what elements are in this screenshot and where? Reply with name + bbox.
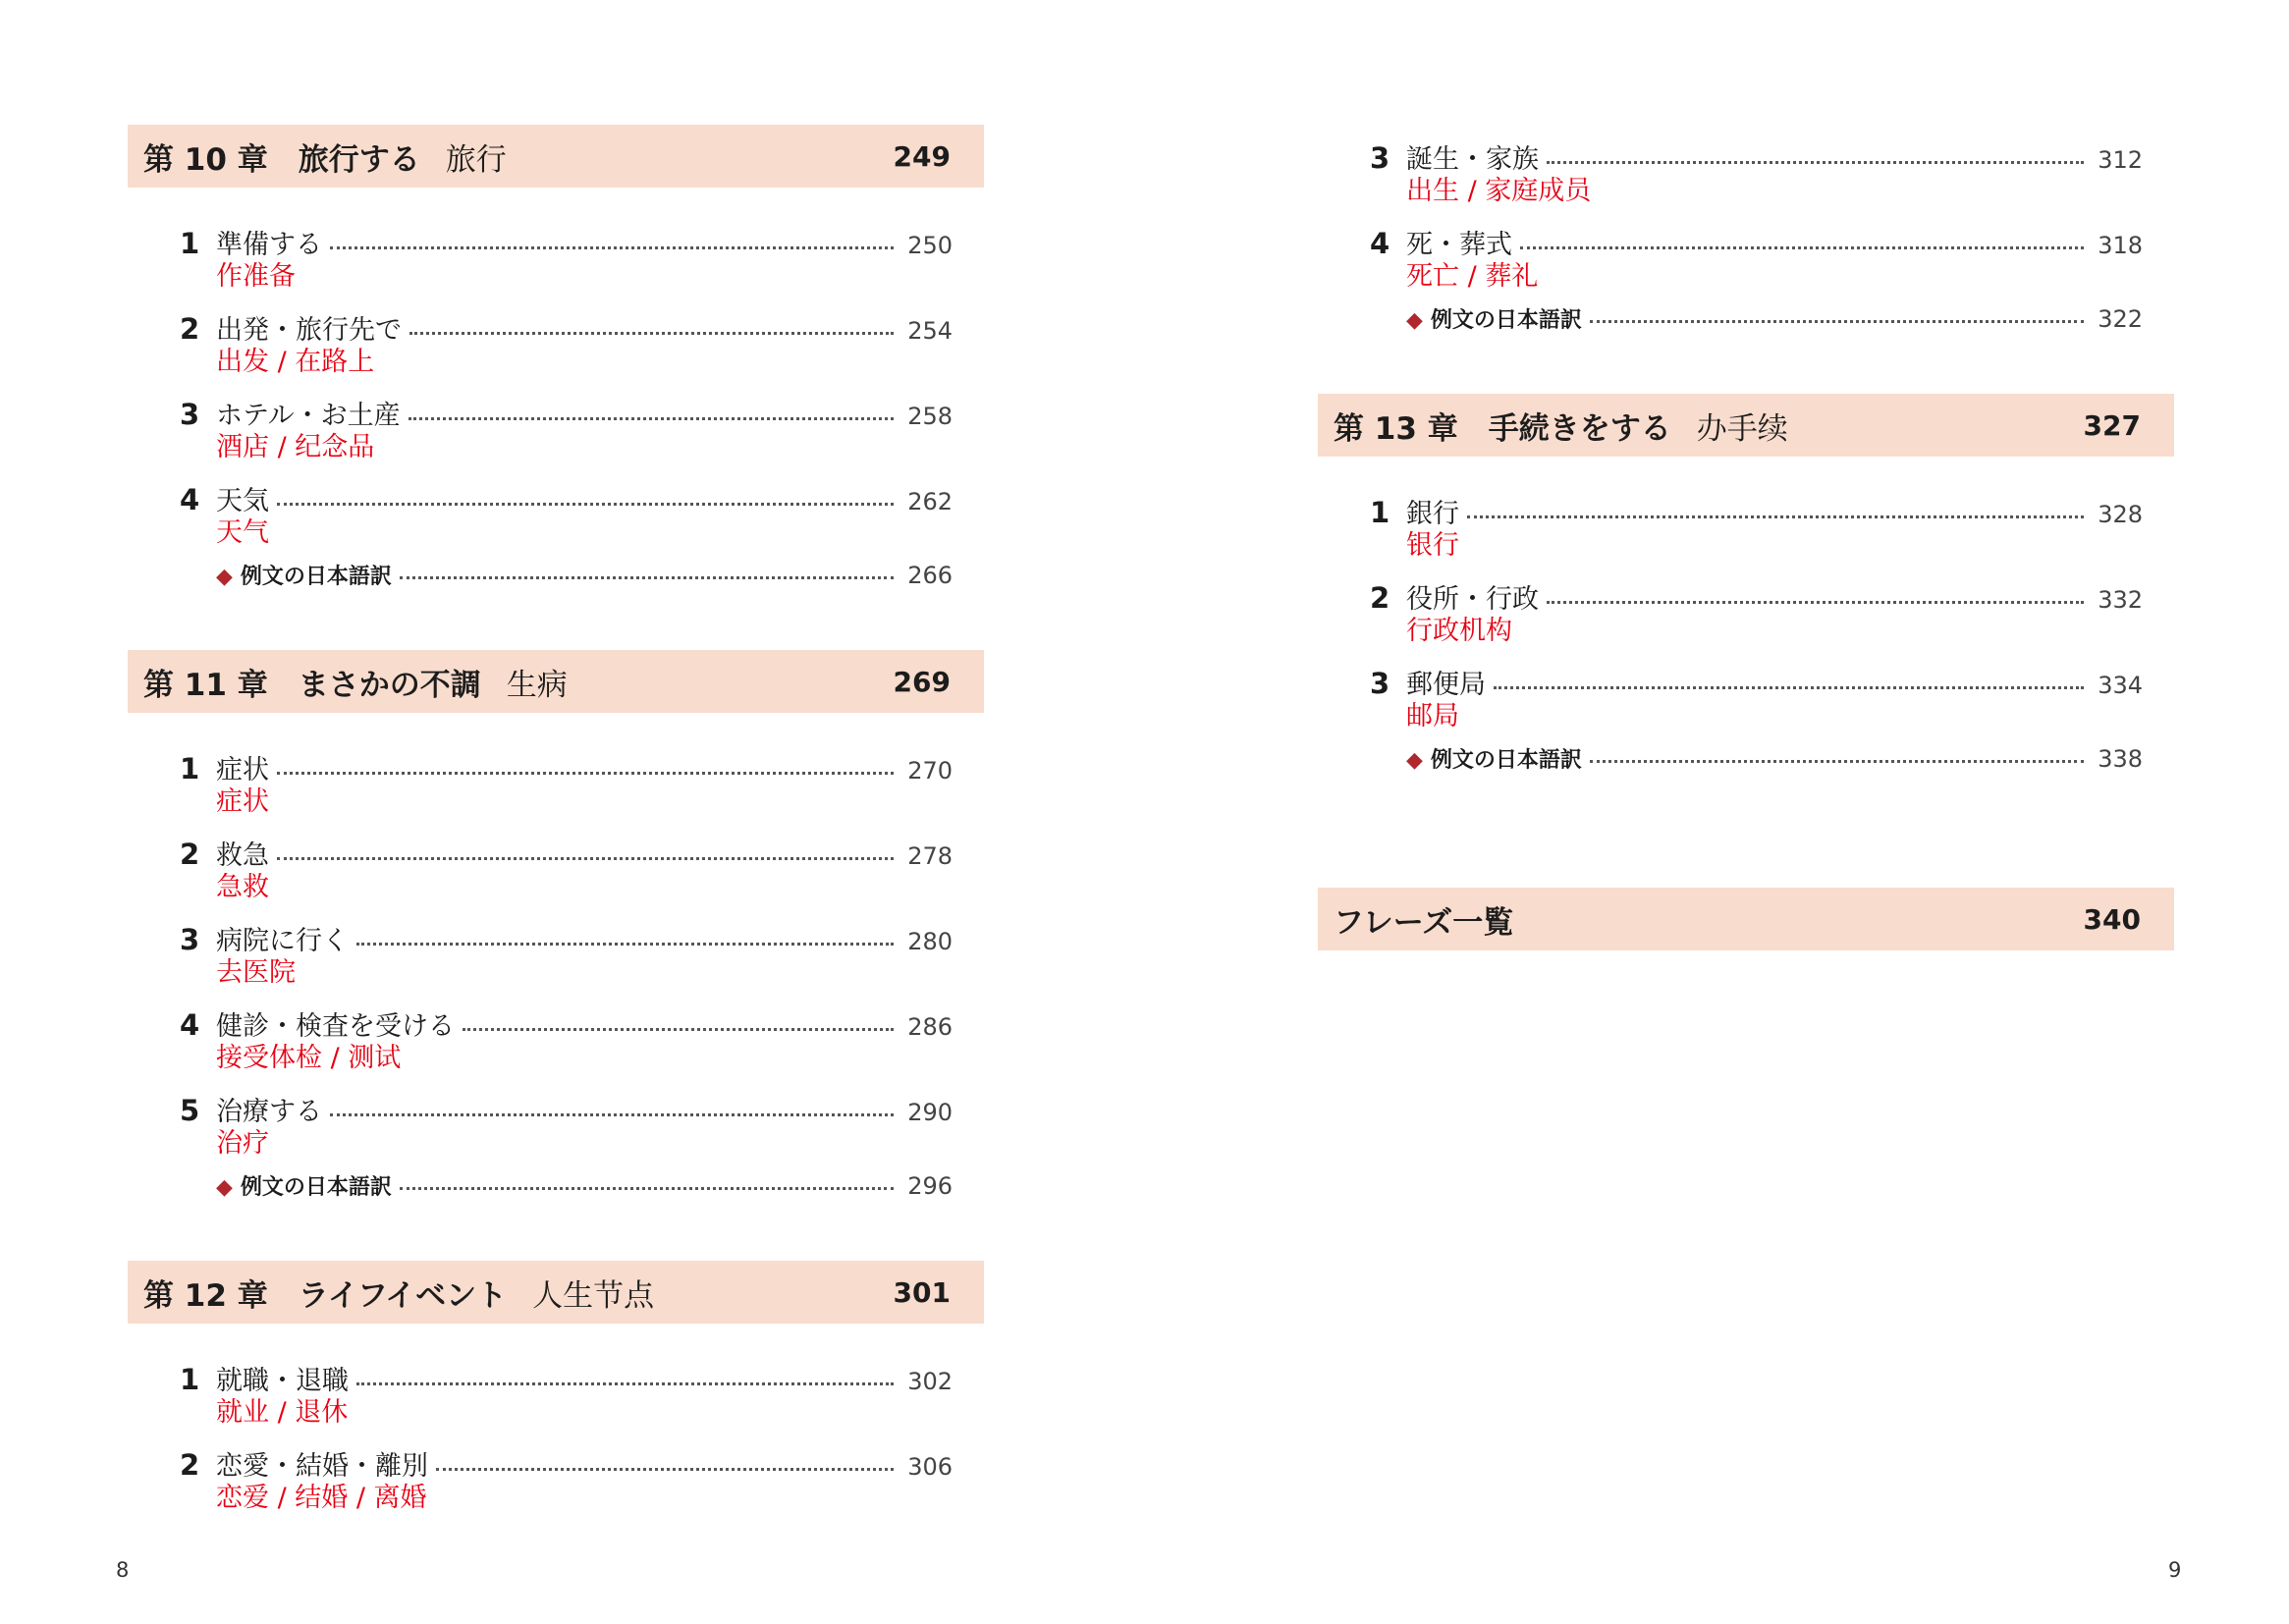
entry-number: 3 (1370, 141, 1390, 175)
chapter-10-header[interactable] (128, 125, 984, 188)
entry-number: 2 (180, 1448, 200, 1482)
phrase-list-header[interactable] (1318, 888, 2174, 950)
entry-page: 334 (2098, 672, 2143, 699)
toc-entry[interactable] (180, 1359, 953, 1432)
toc-entry[interactable] (180, 1090, 953, 1163)
toc-sub-entry[interactable] (180, 1170, 953, 1206)
toc-entry[interactable] (1370, 492, 2143, 565)
entry-page: 306 (907, 1453, 953, 1481)
entry-title-cn: 死亡 / 葬礼 (1406, 261, 1539, 292)
entry-title-jp (216, 560, 392, 590)
entry-title-cn: 去医院 (216, 957, 296, 988)
toc-entry[interactable] (180, 748, 953, 821)
entry-number: 1 (180, 1363, 200, 1396)
dot-leader (1547, 160, 2084, 164)
dot-leader (1590, 319, 2084, 323)
entry-title-cn: 急救 (216, 872, 269, 902)
dot-leader (463, 1027, 894, 1031)
chapter-title: フレーズ一覧 (1334, 904, 1514, 941)
entry-number: 3 (180, 398, 200, 431)
toc-sub-entry[interactable] (1370, 743, 2143, 779)
dot-leader (330, 1112, 894, 1116)
dot-leader (400, 575, 894, 579)
dot-leader (409, 416, 894, 420)
entry-title-jp: 郵便局 (1406, 670, 1486, 700)
dot-leader (1547, 600, 2084, 604)
chapter-title: 第 10 章 旅行する 旅行 (143, 141, 507, 178)
entry-title-jp: 恋愛・結婚・離別 (216, 1451, 428, 1482)
dot-leader (436, 1467, 894, 1471)
entry-title-jp (1406, 303, 1582, 334)
entry-page: 250 (907, 232, 953, 259)
diamond-icon: ◆ (1406, 748, 1423, 773)
entry-title-jp: 健診・検査を受ける (216, 1011, 455, 1042)
toc-entry[interactable] (180, 834, 953, 906)
entry-number: 1 (180, 227, 200, 260)
chapter-13-header[interactable] (1318, 394, 2174, 457)
entry-title-cn: 出生 / 家庭成员 (1406, 176, 1592, 206)
entry-title-cn: 酒店 / 纪念品 (216, 432, 375, 462)
toc-entry[interactable] (1370, 577, 2143, 650)
dot-leader (1467, 514, 2084, 518)
sub-entry-label: 例文の日本語訳 (240, 565, 392, 589)
entry-page: 258 (907, 403, 953, 430)
entry-title-cn: 天气 (216, 517, 269, 548)
dot-leader (277, 856, 894, 860)
dot-leader (356, 942, 894, 946)
entry-page: 262 (907, 488, 953, 515)
dot-leader (1590, 759, 2084, 763)
entry-title-jp: 出発・旅行先で (216, 315, 402, 346)
entry-page: 290 (907, 1099, 953, 1126)
sub-entry-label: 例文の日本語訳 (1430, 748, 1582, 773)
toc-entry[interactable] (180, 919, 953, 992)
entry-title-jp (1406, 743, 1582, 774)
toc-sub-entry[interactable] (1370, 303, 2143, 339)
entry-title-cn: 行政机构 (1406, 616, 1512, 646)
entry-page: 286 (907, 1013, 953, 1041)
entry-page: 278 (907, 842, 953, 870)
dot-leader (330, 245, 894, 249)
toc-entry[interactable] (180, 223, 953, 296)
entry-title-cn: 症状 (216, 786, 269, 817)
entry-page: 312 (2098, 146, 2143, 174)
dot-leader (356, 1381, 894, 1385)
toc-sub-entry[interactable] (180, 560, 953, 595)
dot-leader (400, 1186, 894, 1190)
dot-leader (1520, 245, 2084, 249)
chapter-title-cn: 生病 (506, 667, 568, 703)
chapter-title-cn: 人生节点 (532, 1277, 655, 1314)
entry-page: 318 (2098, 232, 2143, 259)
entry-title-jp: 救急 (216, 840, 269, 871)
entry-title-cn: 邮局 (1406, 701, 1459, 731)
entry-page: 328 (2098, 501, 2143, 528)
toc-entry[interactable] (1370, 663, 2143, 735)
entry-title-jp: 役所・行政 (1406, 584, 1539, 615)
entry-page: 296 (907, 1172, 953, 1200)
toc-entry[interactable] (180, 479, 953, 552)
entry-page: 332 (2098, 586, 2143, 614)
entry-title-jp: 就職・退職 (216, 1366, 349, 1396)
entry-title-jp: 死・葬式 (1406, 230, 1512, 260)
entry-page: 254 (907, 317, 953, 345)
entry-title-cn: 银行 (1406, 530, 1459, 561)
entry-title-jp: 誕生・家族 (1406, 144, 1539, 175)
toc-entry[interactable] (1370, 223, 2143, 296)
entry-number: 4 (180, 1008, 200, 1042)
chapter-title: 第 11 章 まさかの不調 生病 (143, 667, 568, 703)
entry-title-jp: 準備する (216, 230, 322, 260)
entry-title-jp: ホテル・お土産 (216, 401, 401, 431)
entry-number: 1 (1370, 496, 1390, 529)
entry-title-jp: 天気 (216, 486, 269, 516)
entry-page: 266 (907, 562, 953, 589)
entry-title-jp: 症状 (216, 755, 269, 785)
toc-entry[interactable] (180, 308, 953, 381)
entry-title-cn: 作准备 (216, 261, 296, 292)
chapter-page: 249 (893, 139, 951, 173)
chapter-title: 第 12 章 ライフイベント 人生节点 (143, 1277, 655, 1314)
chapter-title-cn: 办手续 (1696, 410, 1788, 447)
chapter-page: 301 (893, 1275, 951, 1309)
toc-entry[interactable] (180, 394, 953, 466)
entry-number: 2 (180, 312, 200, 346)
chapter-12-header[interactable] (128, 1261, 984, 1324)
chapter-title: 第 13 章 手続きをする 办手续 (1334, 410, 1788, 447)
entry-title-cn: 恋爱 / 结婚 / 离婚 (216, 1483, 427, 1513)
sub-entry-label: 例文の日本語訳 (1430, 308, 1582, 333)
entry-title-cn: 治疗 (216, 1128, 269, 1159)
toc-entry[interactable] (180, 1444, 953, 1517)
entry-number: 4 (1370, 227, 1390, 260)
page-number-right: 9 (2168, 1558, 2182, 1582)
entry-title-cn: 接受体检 / 测试 (216, 1043, 402, 1073)
entry-title-cn: 就业 / 退休 (216, 1397, 349, 1428)
diamond-icon: ◆ (1406, 308, 1423, 333)
entry-page: 338 (2098, 745, 2143, 773)
toc-entry[interactable] (180, 1004, 953, 1077)
chapter-title-cn: 旅行 (445, 141, 507, 178)
entry-page: 322 (2098, 305, 2143, 333)
page-number-left: 8 (116, 1558, 130, 1582)
diamond-icon: ◆ (216, 1175, 233, 1200)
entry-title-jp: 病院に行く (216, 926, 349, 956)
chapter-11-header[interactable] (128, 650, 984, 713)
sub-entry-label: 例文の日本語訳 (240, 1175, 392, 1200)
entry-number: 1 (180, 752, 200, 785)
entry-title-jp: 治療する (216, 1097, 322, 1127)
chapter-page: 269 (893, 665, 951, 698)
entry-page: 302 (907, 1368, 953, 1395)
dot-leader (1494, 685, 2084, 689)
entry-title-cn: 出发 / 在路上 (216, 347, 375, 377)
entry-page: 270 (907, 757, 953, 785)
dot-leader (277, 502, 894, 506)
dot-leader (277, 771, 894, 775)
toc-entry[interactable] (1370, 137, 2143, 210)
chapter-page: 327 (2083, 408, 2141, 442)
entry-title-jp (216, 1170, 392, 1201)
diamond-icon: ◆ (216, 565, 233, 589)
entry-number: 3 (180, 923, 200, 956)
entry-number: 2 (1370, 581, 1390, 615)
entry-title-jp: 銀行 (1406, 499, 1459, 529)
entry-page: 280 (907, 928, 953, 955)
chapter-page: 340 (2083, 902, 2141, 936)
entry-number: 3 (1370, 667, 1390, 700)
dot-leader (409, 331, 894, 335)
entry-number: 5 (180, 1094, 200, 1127)
entry-number: 4 (180, 483, 200, 516)
entry-number: 2 (180, 838, 200, 871)
